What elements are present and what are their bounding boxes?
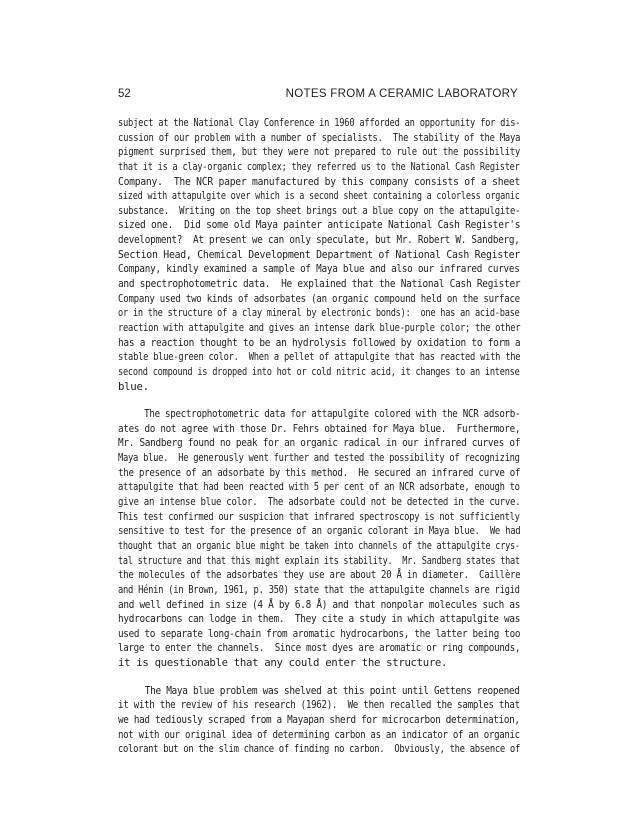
text-line: thought that an organic blue might be taken into channels of the attapulgite crys- (118, 538, 520, 552)
text-line: Company. The NCR paper manufactured by this company consists of a sheet (118, 174, 521, 188)
text-line: colorant but on the slim chance of finding no carbon. Obviously, the absence of (118, 742, 520, 756)
running-head: NOTES FROM A CERAMIC LABORATORY (285, 88, 518, 100)
text-line: it is questionable that any could enter the structure. (118, 656, 448, 670)
page-number: 52 (118, 88, 131, 100)
text-line: give an intense blue color. The adsorbate could not be detected in the curve. (118, 495, 521, 509)
text-line: or in the structure of a clay mineral by electronic bonds): one has an acid-base (118, 306, 520, 320)
text-line: pigment surprised them, but they were not prepared to rule out the possibility (118, 145, 521, 159)
text-line: large to enter the channels. Since most dyes are aromatic or ring compounds, (118, 641, 521, 655)
text-line: subject at the National Clay Conference in 1960 afforded an opportunity for dis- (118, 116, 521, 129)
paragraph-gap (118, 671, 518, 684)
text-line: attapulgite that had been reacted with 5 per cent of an NCR adsorbate, enough to (118, 480, 520, 494)
paragraph-gap (118, 394, 518, 407)
text-line: development? At present we can only speculate, but Mr. Robert W. Sandberg, (118, 233, 520, 247)
text-line: we had tediously scraped from a Mayapan sherd for microcarbon determination, (118, 712, 520, 726)
text-line: tal structure and that this might explain its stability. Mr. Sandberg states that (118, 553, 520, 567)
text-line: blue. (118, 379, 149, 393)
text-line: it with the review of his research (1962). We then recalled the samples that (118, 698, 520, 712)
text-line: The spectrophotometric data for attapulgite colored with the NCR adsorb- (118, 407, 521, 421)
text-line: second compound is dropped into hot or cold nitric acid, it changes to an intense (118, 364, 520, 378)
text-line: ates do not agree with those Dr. Fehrs obtained for Maya blue. Furthermore, (118, 421, 521, 435)
text-line: sized one. Did some old Maya painter anticipate National Cash Register's (118, 218, 521, 232)
text-line: This test confirmed our suspicion that infrared spectroscopy is not sufficiently (118, 509, 520, 523)
paragraph-3 (118, 684, 518, 757)
text-line: has a reaction thought to be an hydrolysis followed by oxidation to form a (118, 335, 521, 349)
text-line: cussion of our problem with a number of specialists. The stability of the Maya (118, 130, 521, 144)
text-line: substance. Writing on the top sheet brings out a blue copy on the attapulgite- (118, 203, 521, 217)
text-line: Maya blue. He generously went further and tested the possibility of recognizing (118, 451, 520, 465)
text-line: Section Head, Chemical Development Department of National Cash Register (118, 247, 520, 261)
body-text (118, 116, 521, 757)
text-line: reaction with attapulgite and gives an intense dark blue-purple color; the other (118, 320, 521, 334)
text-line: the presence of an adsorbate by this method. He secured an infrared curve of (118, 465, 521, 479)
text-line: the molecules of the adsorbates they use are about 20 Å in diameter. Caillère (118, 568, 521, 582)
text-line: Company, kindly examined a sample of Maya blue and also our infrared curves (118, 262, 520, 276)
text-line: The Maya blue problem was shelved at this point until Gettens reopened (118, 683, 520, 697)
page-header (118, 88, 518, 104)
text-line: that it is a clay-organic complex; they referred us to the National Cash Register (118, 159, 520, 173)
text-line: stable blue-green color. When a pellet of attapulgite that has reacted with the (118, 350, 521, 364)
text-line: hydrocarbons can lodge in them. They cite a study in which attapulgite was (118, 612, 521, 626)
text-line: not with our original idea of determining carbon as an indicator of an organic (118, 727, 520, 741)
paragraph-2 (118, 407, 521, 671)
text-line: Company used two kinds of adsorbates (an organic compound held on the surface (118, 291, 520, 305)
text-line: used to separate long-chain from aromatic hydrocarbons, the latter being too (118, 626, 521, 640)
text-line: sensitive to test for the presence of an organic colorant in Maya blue. We had (118, 524, 521, 538)
paragraph-1 (118, 116, 521, 394)
text-line: and well defined in size (4 Å by 6.8 Å) and that nonpolar molecules such as (118, 597, 521, 611)
text-line: and Hénin (in Brown, 1961, p. 350) state that the attapulgite channels are rigid (118, 582, 520, 596)
text-line: and spectrophotometric data. He explained that the National Cash Register (118, 277, 521, 291)
text-line: Mr. Sandberg found no peak for an organic radical in our infrared curves of (118, 436, 521, 450)
text-line: sized with attapulgite over which is a second sheet containing a colorless organic (118, 189, 520, 203)
